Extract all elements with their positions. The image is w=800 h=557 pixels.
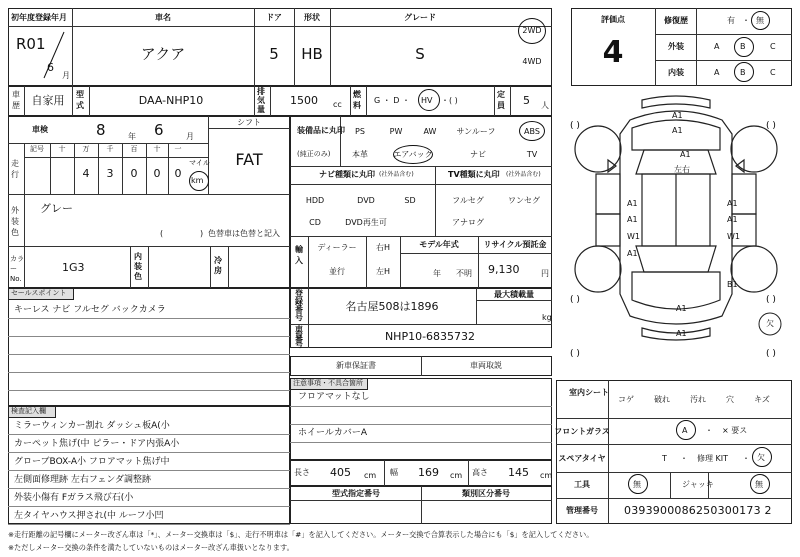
width-unit: cm bbox=[450, 471, 463, 480]
svg-text:( ): ( ) bbox=[570, 121, 580, 131]
int-c: C bbox=[770, 68, 776, 77]
jack-value: 無 bbox=[755, 480, 763, 489]
diagram-a1-right2: A1 bbox=[727, 215, 738, 224]
spare-missing: 欠 bbox=[757, 453, 765, 462]
diagram-a1-right1: A1 bbox=[727, 199, 738, 208]
max-load-kg: kg bbox=[542, 313, 552, 322]
designation-label: 型式指定番号 bbox=[332, 489, 380, 498]
shape: HB bbox=[301, 45, 323, 63]
color-code-label: カラーNo. bbox=[10, 255, 24, 283]
mileage-unit-label: 百 bbox=[130, 145, 138, 153]
drive-2wd: 2WD bbox=[522, 26, 542, 35]
score-label: 評価点 bbox=[601, 15, 625, 24]
management-value: 0393900086250300173 2 bbox=[624, 504, 772, 517]
repair-label: 修復歴 bbox=[664, 16, 688, 25]
color-note: 色替車は色替と記入 bbox=[208, 229, 280, 238]
reg-era: R01 bbox=[16, 35, 46, 53]
diagram-a1-left3: A1 bbox=[627, 249, 638, 258]
door-label: ドア bbox=[266, 13, 282, 22]
notes-line: フロアマットなし bbox=[298, 392, 370, 402]
model: DAA-NHP10 bbox=[138, 94, 204, 107]
color-label: 外装色 bbox=[11, 206, 19, 237]
notes-label: 注意事項・不具合箇所 bbox=[293, 379, 363, 387]
equipment-item: TV bbox=[526, 150, 538, 159]
svg-text:( ): ( ) bbox=[766, 295, 776, 305]
diagram-a1-bumper: A1 bbox=[672, 126, 683, 135]
jack-label: ジャッキ bbox=[682, 480, 714, 489]
fuel: G ・ D ・ bbox=[374, 96, 410, 105]
interior-color-label: 内装色 bbox=[134, 252, 142, 281]
windshield-value: A bbox=[682, 426, 688, 435]
equipment-item: AW bbox=[423, 127, 437, 136]
sales-point-text: キーレス ナビ フルセグ バックカメラ bbox=[14, 305, 166, 315]
svg-text:( ): ( ) bbox=[766, 121, 776, 131]
equipment-item: ナビ bbox=[470, 150, 486, 159]
management-label: 管理番号 bbox=[566, 506, 598, 515]
equipment-item: PS bbox=[355, 127, 365, 136]
mileage-digit: 0 bbox=[130, 167, 138, 180]
mileage-unit-label: 十 bbox=[153, 145, 161, 153]
diagram-missing: 欠 bbox=[766, 319, 774, 328]
repair-no: 無 bbox=[756, 16, 764, 25]
tv-sub: (社外品含む) bbox=[506, 171, 541, 178]
height-label: 高さ bbox=[472, 468, 488, 477]
diagram-w1-right: W1 bbox=[727, 232, 740, 241]
mileage-digit: 0 bbox=[153, 167, 161, 180]
mileage-unit-label: 万 bbox=[82, 145, 90, 153]
max-load-label: 最大積載量 bbox=[494, 290, 534, 299]
fuel-label: 燃料 bbox=[353, 90, 361, 110]
equipment-label: 装備品に丸印 bbox=[297, 126, 345, 135]
windshield-label: フロントガラス bbox=[554, 427, 610, 436]
color-paren-close: ) bbox=[200, 229, 204, 238]
navi-item: HDD bbox=[305, 196, 325, 205]
persons-unit: 人 bbox=[541, 101, 549, 110]
grade: S bbox=[415, 45, 425, 63]
chassis-value: NHP10-6835732 bbox=[384, 330, 476, 343]
tv-item: アナログ bbox=[452, 218, 484, 227]
tv-label: TV種類に丸印 bbox=[448, 170, 500, 179]
footnote-line1: ※走行距離の記号欄にメーター改ざん車は「*」、メーター交換車は「$」、走行不明車は「#」を記入してください。メーター交換で合算表示した場合にも「$」を記入してください。 bbox=[8, 530, 594, 539]
vehicle-manual: 車両取説 bbox=[470, 361, 502, 370]
new-car-warranty: 新車保証書 bbox=[336, 361, 376, 370]
sheet-item: 汚れ bbox=[690, 395, 706, 404]
spare-sep2: ・ bbox=[742, 454, 750, 463]
windshield-sep: ・ bbox=[705, 426, 713, 435]
length-label: 長さ bbox=[294, 468, 310, 477]
shift: FAT bbox=[235, 150, 263, 169]
length-value: 405 bbox=[330, 466, 351, 479]
spare-repair-kit: 修理 KIT bbox=[697, 454, 729, 463]
registration-label: 登録番号 bbox=[295, 289, 303, 322]
diagram-a1-left1: A1 bbox=[627, 199, 638, 208]
repair-sep: ・ bbox=[742, 16, 750, 25]
doors: 5 bbox=[269, 45, 279, 63]
exterior-label: 外装 bbox=[668, 42, 684, 51]
footnote-line2: ※ただしメーター交換の条件を満たしていないものはメーター改ざん車扱いとなります。 bbox=[8, 543, 294, 552]
sheet-item: コゲ bbox=[618, 395, 634, 404]
cc-unit: cc bbox=[333, 100, 342, 109]
recycle-yen: 円 bbox=[541, 269, 549, 278]
import-dealer: ディーラー bbox=[317, 243, 357, 252]
import-label: 輸入 bbox=[295, 245, 303, 265]
color-paren: ( bbox=[160, 229, 164, 238]
equipment-item: 本革 bbox=[352, 150, 368, 159]
int-b: B bbox=[740, 68, 746, 77]
ext-b: B bbox=[740, 42, 746, 51]
model-year-unit: 年 bbox=[433, 269, 441, 278]
shift-label: シフト bbox=[237, 118, 261, 127]
capacity-label: 定員 bbox=[497, 90, 505, 110]
score: 4 bbox=[602, 35, 624, 70]
car-name-label: 車名 bbox=[155, 13, 171, 22]
import-left: 左H bbox=[375, 267, 391, 276]
inspector-line: グローブBOX-A小 フロアマット焦げ中 bbox=[14, 457, 170, 467]
displacement: 1500 bbox=[290, 94, 318, 107]
inspector-line: カーペット焦げ(中 ピラー・ドア内張A小 bbox=[14, 439, 180, 449]
diagram-a1-left2: A1 bbox=[627, 215, 638, 224]
fuel-paren: ・( ) bbox=[441, 96, 458, 105]
reg-month: 6 bbox=[47, 61, 54, 74]
tools-value: 無 bbox=[633, 480, 641, 489]
windshield-replace: × 要ス bbox=[722, 426, 748, 435]
mileage-digit: 3 bbox=[106, 167, 114, 180]
ac-label: 冷房 bbox=[214, 256, 222, 275]
width-value: 169 bbox=[418, 466, 439, 479]
model-label: 型式 bbox=[76, 90, 84, 110]
inspection-year-unit: 年 bbox=[128, 132, 136, 141]
color-code: 1G3 bbox=[62, 261, 85, 274]
abs-circle bbox=[519, 121, 545, 141]
navi-item: DVD再生可 bbox=[345, 218, 387, 227]
model-year-label: モデル年式 bbox=[419, 240, 459, 249]
notes-box bbox=[290, 378, 552, 460]
mileage-unit-label: 千 bbox=[106, 145, 114, 153]
drive-4wd: 4WD bbox=[522, 57, 542, 66]
sheet-item: キズ bbox=[754, 395, 770, 404]
mileage-label: 走行 bbox=[11, 159, 19, 179]
ext-a: A bbox=[714, 42, 720, 51]
inspector-label: 検査記入欄 bbox=[11, 407, 46, 415]
navi-item: CD bbox=[309, 218, 321, 227]
diagram-a1-hood: A1 bbox=[680, 150, 691, 159]
equipment-item: PW bbox=[389, 127, 403, 136]
equipment-sublabel: (純正のみ) bbox=[297, 150, 331, 158]
capacity: 5 bbox=[523, 94, 530, 107]
sheet-item: 穴 bbox=[726, 395, 734, 404]
registration-value: 名古屋508は1896 bbox=[345, 300, 439, 313]
airbag-circle bbox=[393, 145, 433, 164]
color-value: グレー bbox=[40, 202, 73, 215]
sheet-item: 破れ bbox=[654, 395, 670, 404]
svg-text:( ): ( ) bbox=[766, 349, 776, 359]
notes-line: ホイールカバーA bbox=[298, 428, 367, 438]
interior-label: 内装 bbox=[668, 68, 684, 77]
equipment-item: サンルーフ bbox=[456, 127, 496, 136]
inspector-line: 外装小傷有 Fガラス飛び石(小 bbox=[14, 493, 134, 503]
recycle-value: 9,130 bbox=[488, 263, 520, 276]
mileage-unit-label: 一 bbox=[174, 145, 182, 153]
length-unit: cm bbox=[364, 471, 377, 480]
mileage-digit: 0 bbox=[174, 167, 182, 180]
inspector-line: 左側面修理跡 左右フェンダ調整跡 bbox=[14, 475, 152, 485]
width-label: 幅 bbox=[390, 468, 398, 477]
spare-t: T bbox=[662, 454, 667, 463]
recycle-label: リサイクル預託金 bbox=[483, 240, 547, 249]
svg-text:( ): ( ) bbox=[570, 349, 580, 359]
inspection-label: 車検 bbox=[32, 125, 48, 134]
usage-label: 車歴 bbox=[12, 90, 20, 110]
diagram-w1-left: W1 bbox=[627, 232, 640, 241]
shape-label: 形状 bbox=[304, 13, 320, 22]
ext-c: C bbox=[770, 42, 776, 51]
km-unit: km bbox=[191, 176, 204, 185]
height-unit: cm bbox=[540, 471, 553, 480]
category-label: 類別区分番号 bbox=[462, 489, 510, 498]
navi-label: ナビ種類に丸印 bbox=[319, 170, 375, 179]
mileage-unit-label: 十 bbox=[58, 145, 66, 153]
int-a: A bbox=[714, 68, 720, 77]
navi-item: SD bbox=[404, 196, 416, 205]
mile-label: マイル bbox=[189, 159, 210, 167]
diagram-a1-rear: A1 bbox=[676, 304, 687, 313]
navi-sub: (社外品含む) bbox=[379, 171, 414, 178]
car-name: アクア bbox=[140, 45, 186, 63]
diagram-a1-front: A1 bbox=[672, 111, 683, 120]
inspector-line: ミラーウィンカー割れ ダッシュ板A(小 bbox=[14, 421, 170, 431]
tv-item: フルセグ bbox=[452, 196, 484, 205]
repair-yes: 有 bbox=[727, 16, 735, 25]
equipment-item: エアバック bbox=[393, 150, 433, 159]
inspector-line: 左タイヤハウス押され(中 ルーフ小凹 bbox=[14, 511, 164, 521]
grade-label: グレード bbox=[404, 13, 436, 22]
navi-item: DVD bbox=[357, 196, 375, 205]
month-unit: 月 bbox=[62, 71, 70, 80]
equipment-item: ABS bbox=[524, 127, 540, 136]
interior-sheet-label: 室内シート bbox=[569, 388, 609, 397]
height-value: 145 bbox=[508, 466, 529, 479]
diagram-a1-tail: A1 bbox=[676, 329, 687, 338]
inspection-year: 8 bbox=[96, 121, 106, 139]
spare-label: スペアタイヤ bbox=[558, 454, 606, 463]
diagram-lr-label: 左右 bbox=[674, 165, 690, 174]
tv-item: ワンセグ bbox=[508, 196, 540, 205]
mileage-unit-label: 記号 bbox=[30, 145, 44, 153]
first-reg-label: 初年度登録年月 bbox=[11, 13, 67, 22]
import-right: 右H bbox=[375, 243, 391, 252]
usage: 自家用 bbox=[31, 94, 65, 107]
sales-point-label: セールスポイント bbox=[11, 289, 67, 297]
fuel-hv: HV bbox=[421, 96, 433, 105]
diagram-b1: B1 bbox=[727, 280, 738, 289]
import-parallel: 並行 bbox=[329, 267, 345, 276]
inspection-month-unit: 月 bbox=[186, 132, 194, 141]
svg-text:( ): ( ) bbox=[570, 295, 580, 305]
inspection-month: 6 bbox=[154, 121, 164, 139]
tools-label: 工具 bbox=[574, 480, 590, 489]
spare-sep: ・ bbox=[680, 454, 688, 463]
mileage-digit: 4 bbox=[82, 167, 90, 180]
model-year-unknown: 不明 bbox=[456, 269, 472, 278]
displacement-label: 排気量 bbox=[257, 87, 265, 114]
chassis-label: 車台番号 bbox=[295, 325, 303, 349]
